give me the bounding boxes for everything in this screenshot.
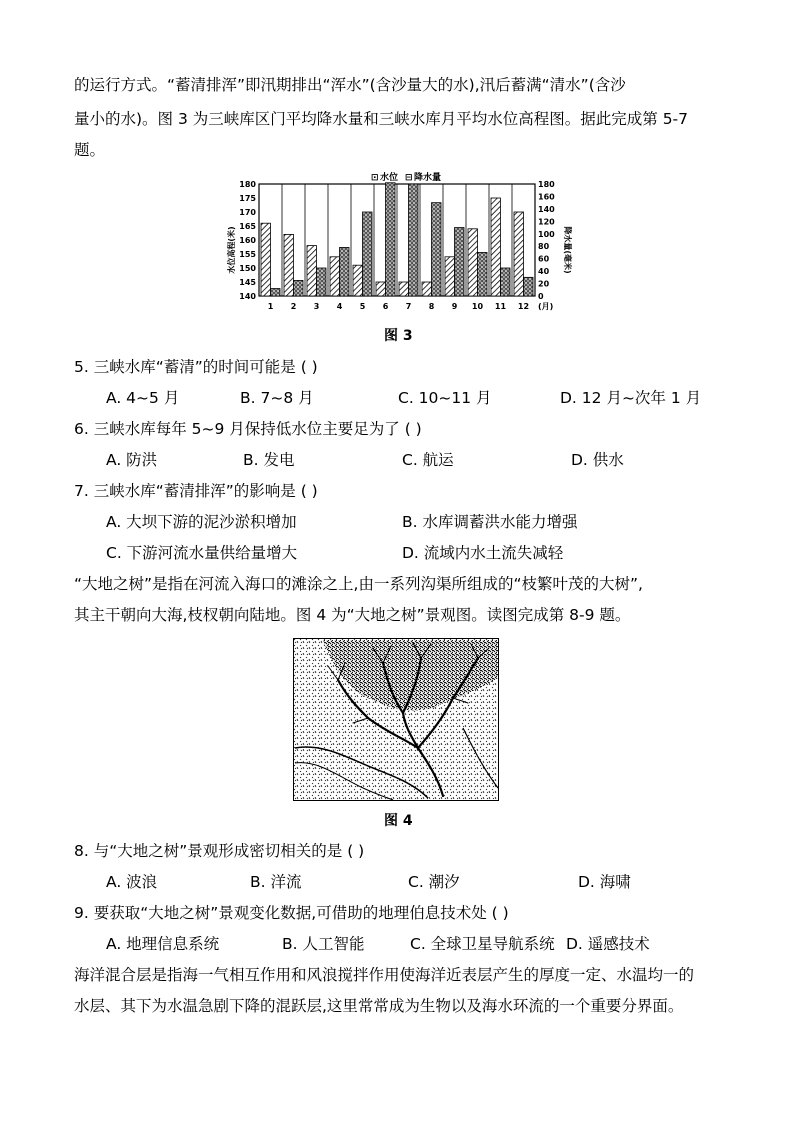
left-tick-label: 165 [239, 222, 256, 231]
month-tick-label: 6 [382, 302, 389, 311]
right-tick-label: 100 [538, 229, 555, 239]
q9-option-a: A. 地理信息系统 [106, 935, 220, 953]
x-unit-label: (月) [538, 302, 554, 311]
q6-option-b: B. 发电 [243, 451, 295, 469]
water-level-bar [261, 223, 271, 296]
left-tick-label: 160 [239, 236, 256, 245]
precipitation-bar [271, 289, 281, 296]
month-tick-label: 1 [267, 302, 274, 311]
q8-option-d: D. 海啸 [578, 873, 631, 891]
water-level-bar [330, 257, 340, 296]
q5-option-c: C. 10~11 月 [398, 389, 492, 407]
water-level-bar [422, 282, 432, 296]
left-tick-label: 140 [239, 292, 256, 301]
figure-4-caption: 图 4 [384, 813, 413, 829]
right-tick-label: 120 [538, 217, 555, 227]
water-level-bar [491, 198, 501, 296]
month-tick-label: 3 [313, 302, 320, 311]
figure-3-caption: 图 3 [384, 328, 413, 344]
intro-line-2: 量小的水)。图 3 为三峡库区门平均降水量和三峡水库月平均水位高程图。据此完成第 5-7 [74, 110, 689, 128]
water-level-bar [468, 229, 478, 296]
q9-option-d: D. 遥感技术 [566, 935, 650, 953]
water-level-bar [353, 265, 363, 296]
right-tick-label: 0 [538, 292, 544, 301]
month-tick-label: 4 [336, 302, 343, 311]
q7-option-b: B. 水库调蓄洪水能力增强 [402, 513, 578, 531]
q5-option-b: B. 7~8 月 [240, 389, 314, 407]
right-tick-label: 80 [538, 242, 550, 252]
month-tick-label: 9 [451, 302, 458, 311]
precipitation-bar [524, 277, 534, 296]
water-level-bar [307, 246, 317, 296]
legend-precipitation: 降水量 [414, 173, 442, 183]
chart-legend [371, 171, 441, 183]
q7-option-d: D. 流域内水土流失减轻 [402, 544, 564, 562]
right-tick-label: 180 [538, 180, 555, 189]
figure-3-chart [225, 170, 570, 315]
right-axis-label: 降水量(毫米) [563, 226, 572, 274]
question-7-stem: 7. 三峡水库“蓄清排浑”的影响是 ( ) [74, 482, 318, 500]
question-5-stem: 5. 三峡水库“蓄清”的时间可能是 ( ) [74, 358, 318, 376]
month-tick-label: 11 [494, 302, 507, 311]
precipitation-bar [317, 268, 327, 296]
intro-line-1: 的运行方式。“蓄清排浑”即汛期排出“浑水”(含沙量大的水),汛后蓄满“清水”(含沙 [74, 76, 626, 94]
precipitation-bar [478, 252, 488, 296]
legend-mark-rain: ⊟ [405, 173, 413, 183]
month-tick-label: 5 [359, 302, 366, 311]
month-tick-label: 2 [290, 302, 297, 311]
month-tick-label: 12 [517, 302, 530, 311]
q7-option-a: A. 大坝下游的泥沙淤积增加 [106, 513, 297, 531]
passage-2-line-2: 其主干朝向大海,枝杈朝向陆地。图 4 为“大地之树”景观图。读图完成第 8-9 题。 [74, 606, 631, 624]
question-9-stem: 9. 要获取“大地之树”景观变化数据,可借助的地理伯息技术处 ( ) [74, 904, 509, 922]
right-tick-label: 20 [538, 279, 550, 289]
left-tick-label: 145 [239, 278, 256, 287]
left-axis-label: 水位高程(米) [227, 226, 236, 274]
precipitation-bar [432, 203, 442, 296]
water-level-bar [445, 257, 455, 296]
right-tick-label: 160 [538, 192, 555, 202]
q8-option-c: C. 潮汐 [408, 873, 460, 891]
month-tick-label: 7 [405, 302, 412, 311]
q9-option-c: C. 全球卫星导航系统 [410, 935, 555, 953]
legend-mark-water: ⊡ [371, 173, 379, 183]
question-6-stem: 6. 三峡水库每年 5~9 月保持低水位主要足为了 ( ) [74, 420, 422, 438]
water-level-bar [514, 212, 524, 296]
q7-option-c: C. 下游河流水量供给量增大 [106, 544, 298, 562]
right-tick-label: 60 [538, 254, 550, 264]
right-tick-label: 140 [538, 204, 555, 214]
figure-4-landscape-image [293, 638, 499, 801]
left-tick-label: 170 [239, 208, 256, 217]
water-level-bar [284, 234, 294, 296]
passage-3-line-2: 水层、其下为水温急剧下降的混跃层,这里常常成为生物以及海水环流的一个重要分界面。 [74, 997, 684, 1015]
passage-3-line-1: 海洋混合层是指海一气相互作用和风浪搅拌作用使海洋近表层产生的厚度一定、水温均一的 [74, 966, 695, 984]
left-tick-label: 175 [239, 194, 256, 203]
right-tick-label: 40 [538, 267, 550, 277]
left-tick-label: 155 [239, 250, 256, 259]
precipitation-bar [455, 228, 465, 296]
precipitation-bar [409, 184, 419, 296]
q8-option-a: A. 波浪 [106, 873, 158, 891]
precipitation-bar [386, 183, 396, 296]
month-tick-label: 10 [471, 302, 484, 311]
q9-option-b: B. 人工智能 [282, 935, 365, 953]
intro-line-3: 题。 [74, 141, 106, 159]
q5-option-d: D. 12 月~次年 1 月 [560, 389, 702, 407]
left-tick-label: 150 [239, 264, 256, 273]
q6-option-c: C. 航运 [402, 451, 454, 469]
passage-2-line-1: “大地之树”是指在河流入海口的滩涂之上,由一系列沟渠所组成的“枝繁叶茂的大树”, [74, 575, 643, 593]
question-8-stem: 8. 与“大地之树”景观形成密切相关的是 ( ) [74, 842, 365, 860]
q6-option-a: A. 防洪 [106, 451, 158, 469]
left-tick-label: 180 [239, 180, 256, 189]
month-tick-label: 8 [428, 302, 435, 311]
q8-option-b: B. 洋流 [250, 873, 302, 891]
q5-option-a: A. 4~5 月 [106, 389, 180, 407]
precipitation-bar [294, 280, 304, 296]
precipitation-bar [501, 268, 511, 296]
precipitation-bar [363, 212, 373, 296]
water-level-bar [376, 282, 386, 296]
q6-option-d: D. 供水 [571, 451, 624, 469]
precipitation-bar [340, 247, 350, 296]
water-level-bar [399, 282, 409, 296]
legend-water-level: 水位 [380, 173, 399, 183]
